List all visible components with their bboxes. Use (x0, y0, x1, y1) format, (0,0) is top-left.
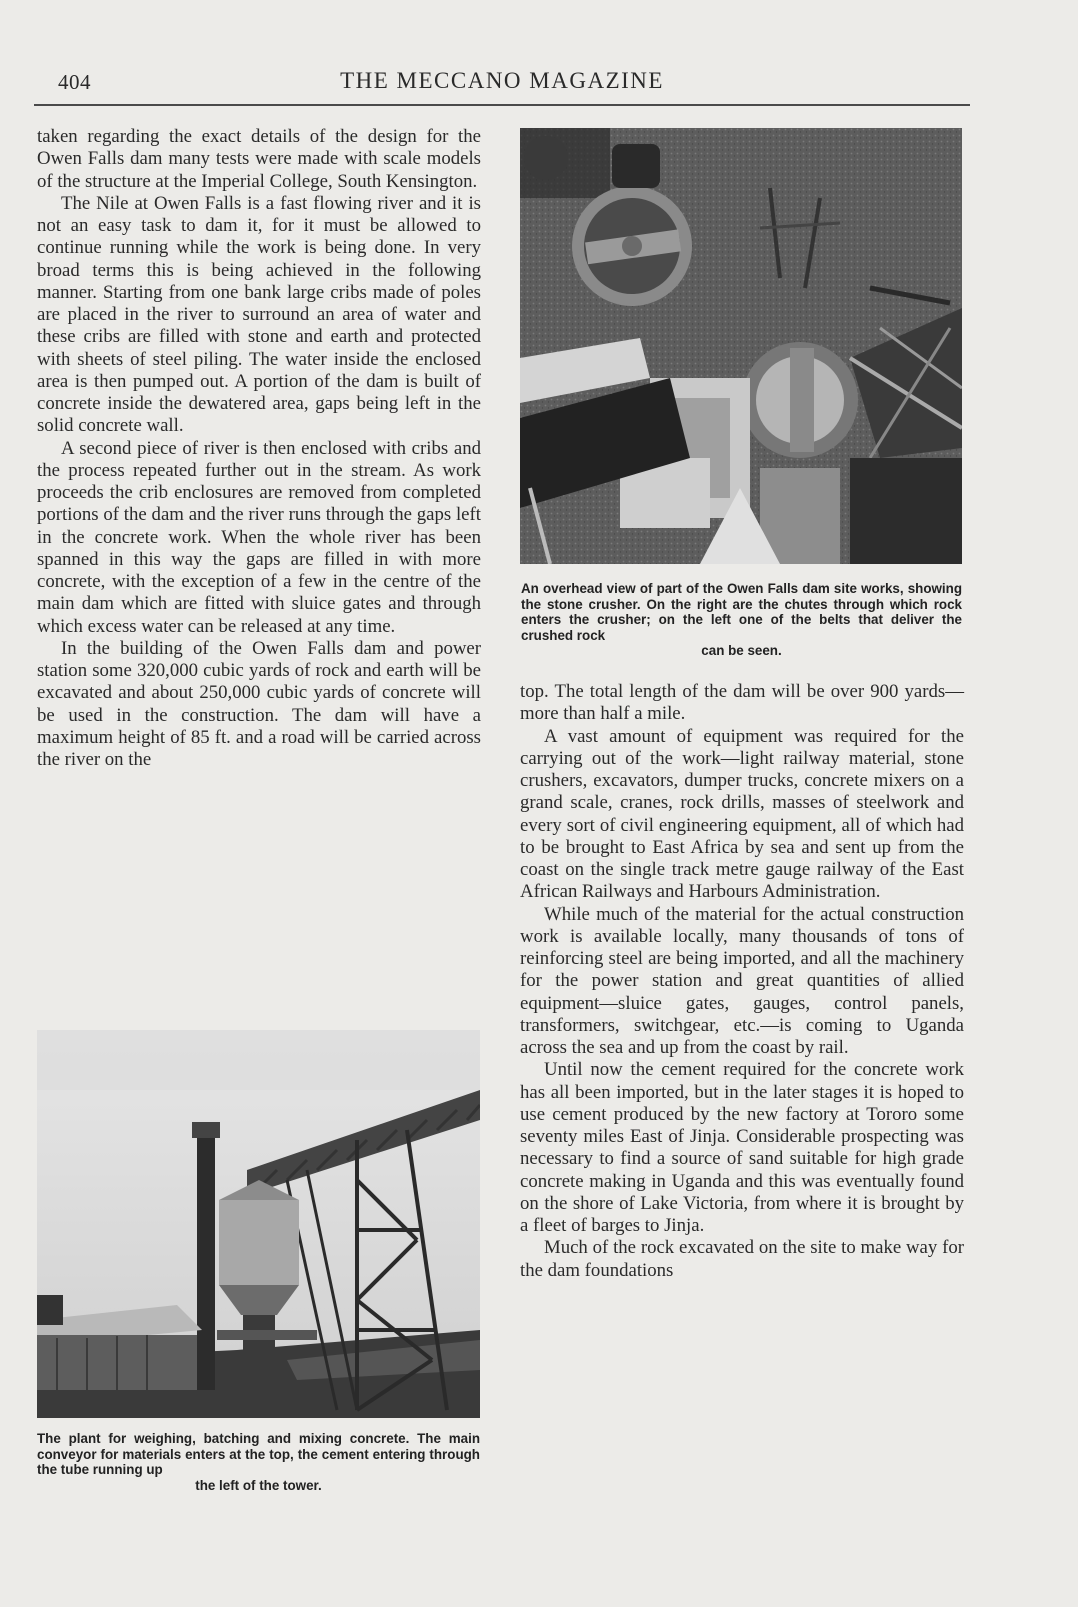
batching-plant-photo (37, 1030, 480, 1418)
page-number: 404 (58, 70, 91, 94)
caption-text-end: can be seen. (701, 643, 782, 659)
paragraph: Much of the rock excavated on the site to make way for the dam foundations (520, 1237, 964, 1281)
caption-text-end: the left of the tower. (195, 1477, 322, 1493)
header-rule (34, 104, 970, 106)
paragraph: A vast amount of equipment was required for the carrying out of the work—light railway material, stone crushers, excavators, dumper trucks, concrete mixers on a grand scale, cranes, rock drills, masses of steelwork and every sort of civil engineering equipment, all of which had to be brought to East Africa by sea and sent up from the coast on the single track metre gauge railway of the East African Railways and Harbours Administration. (520, 725, 964, 903)
paragraph: While much of the material for the actual construction work is available locally, many thousands of tons of reinforcing steel are being imported, and all the machinery for the power station and great quantities of allied equipment—sluice gates, gauges, control panels, transformers, switchgear, etc.—is coming to Uganda across the sea and up from the coast by rail. (520, 903, 964, 1058)
caption-text: An overhead view of part of the Owen Falls dam site works, showing the stone crusher. On the right are the chutes through which rock enters the crusher; on the left one of the belts that deliver the crushed rock (521, 581, 962, 643)
stone-crusher-caption (521, 581, 962, 659)
paragraph: taken regarding the exact details of the design for the Owen Falls dam many tests were made with scale models of the structure at the Imperial College, South Kensington. (37, 126, 481, 192)
left-text-column (37, 126, 481, 771)
magazine-title: THE MECCANO MAGAZINE (340, 68, 664, 93)
paragraph: top. The total length of the dam will be over 900 yards—more than half a mile. (520, 681, 964, 725)
stone-crusher-photo (520, 128, 962, 564)
paragraph: A second piece of river is then enclosed with cribs and the process repeated further out in the stream. As work proceeds the crib enclosures are removed from completed portions of the dam and the river runs through the gaps left in the concrete work. When the whole river has been spanned in this way the gaps are filled in with more concrete, with the exception of a few in the centre of the main dam which are fitted with sluice gates and through which excess water can be released at any time. (37, 437, 481, 637)
paragraph: Until now the cement required for the concrete work has all been imported, but in the later stages it is hoped to use cement produced by the new factory at Tororo some seventy miles East of Jinja. Considerable prospecting was necessary to find a source of sand suitable for high grade concrete making in Uganda and this was eventually found on the shore of Lake Victoria, from where it is brought by a fleet of barges to Jinja. (520, 1059, 964, 1236)
batching-plant-caption (37, 1431, 480, 1493)
page-header (34, 66, 970, 106)
right-text-column (520, 681, 964, 1282)
caption-text: The plant for weighing, batching and mixing concrete. The main conveyor for materials enters at the top, the cement entering through the tube running up (37, 1431, 480, 1478)
paragraph: In the building of the Owen Falls dam and power station some 320,000 cubic yards of rock and earth will be excavated and about 250,000 cubic yards of concrete will be used in the construction. The dam will have a maximum height of 85 ft. and a road will be carried across the river on the (37, 637, 481, 770)
paragraph: The Nile at Owen Falls is a fast flowing river and it is not an easy task to dam it, for it must be allowed to continue running while the work is being done. In very broad terms this is being achieved in the following manner. Starting from one bank large cribs made of poles are placed in the river to surround an area of water and these cribs are filled with stone and earth and protected with sheets of steel piling. The water inside the enclosed area is then pumped out. A portion of the dam is built of concrete inside the dewatered area, gaps being left in the solid concrete wall. (37, 192, 481, 437)
